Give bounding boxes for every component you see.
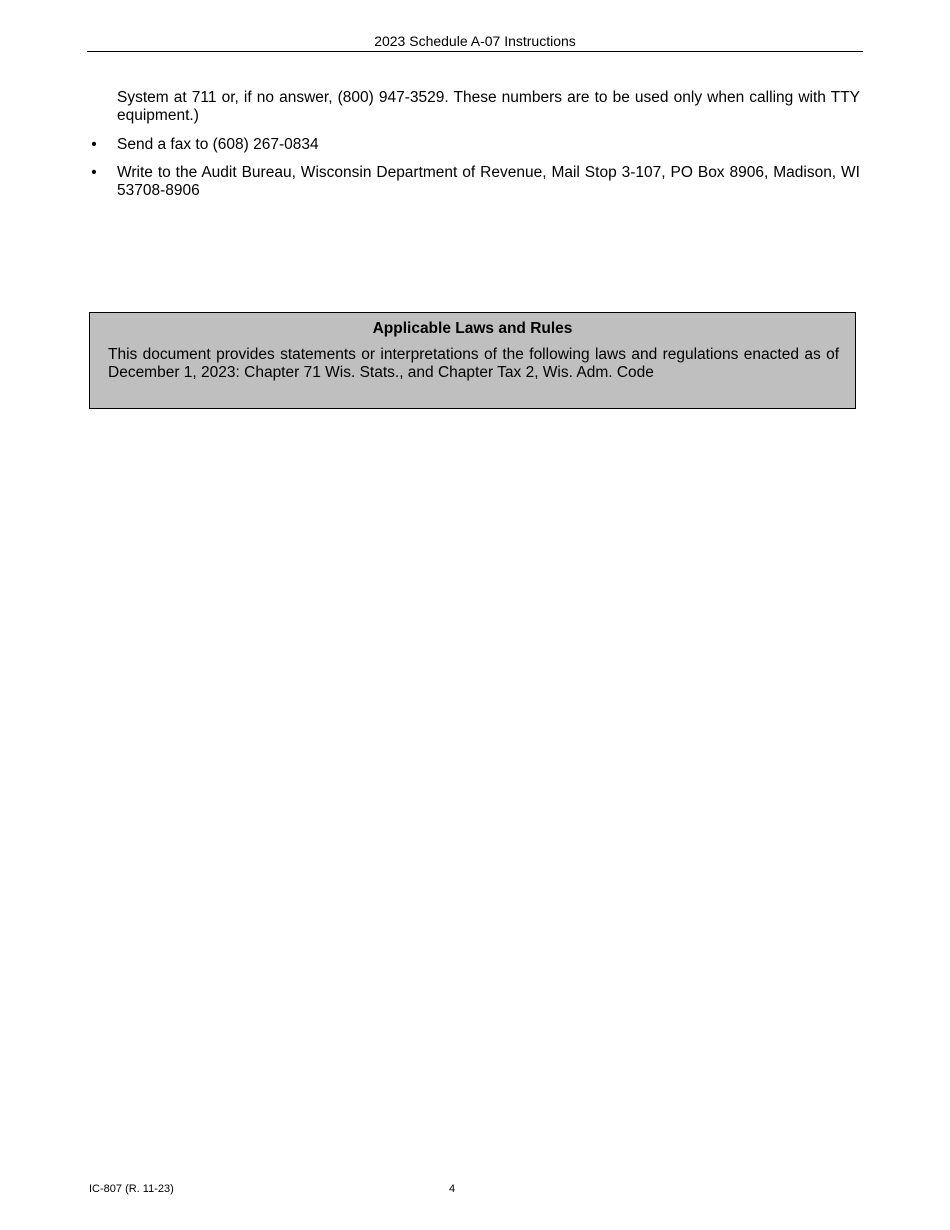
list-item-fax (87, 136, 860, 154)
fax-instruction: Send a fax to (608) 267-0834 (117, 136, 319, 153)
continuation-paragraph: System at 711 or, if no answer, (800) 947-3529. These numbers are to be used only when calling with TTY equipment.) (117, 89, 860, 124)
footer-form-number: IC-807 (R. 11-23) (89, 1183, 174, 1195)
bullet-icon: • (91, 136, 97, 153)
bullet-icon: • (91, 164, 97, 181)
mail-instruction: Write to the Audit Bureau, Wisconsin Department of Revenue, Mail Stop 3-107, PO Box 8906, Madison, WI 53708-8906 (117, 164, 860, 199)
page-header-title: 2023 Schedule A-07 Instructions (374, 33, 576, 49)
footer-page-number: 4 (449, 1183, 456, 1195)
list-item-mail (87, 164, 860, 200)
laws-box-title: Applicable Laws and Rules (372, 320, 573, 337)
laws-box-text: This document provides statements or interpretations of the following laws and regulations enacted as of December 1, 2023: Chapter 71 Wis. Stats., and Chapter Tax 2, Wis. Adm. Code (108, 346, 839, 381)
header-divider (87, 51, 863, 52)
applicable-laws-box (89, 312, 856, 409)
